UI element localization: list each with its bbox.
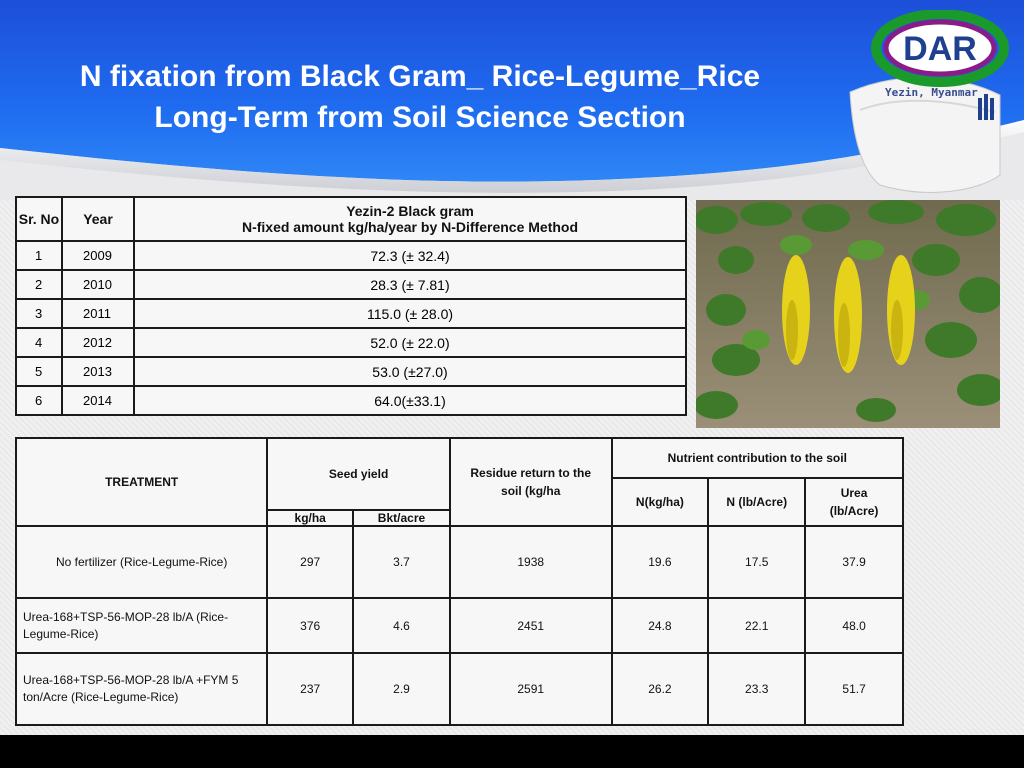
n-kg-cell: 19.6: [612, 526, 709, 598]
n-fixation-table: [15, 196, 687, 416]
year-cell: 2014: [62, 386, 134, 415]
n-kg-cell: 24.8: [612, 598, 709, 653]
header-nutrient: Nutrient contribution to the soil: [612, 438, 903, 478]
treatment-cell: Urea-168+TSP-56-MOP-28 lb/A +FYM 5 ton/Acre (Rice-Legume-Rice): [16, 653, 267, 725]
black-gram-field-photo: [696, 200, 1000, 428]
n-lb-cell: 22.1: [708, 598, 805, 653]
header-seed-yield: Seed yield: [267, 438, 450, 510]
bottom-bar: [0, 735, 1024, 768]
header-treatment: TREATMENT: [16, 438, 267, 526]
year-cell: 2012: [62, 328, 134, 357]
sr-cell: 6: [16, 386, 62, 415]
header-n-fixed-line-1: Yezin-2 Black gram: [346, 203, 474, 219]
slide-title: [0, 56, 840, 138]
sr-cell: 2: [16, 270, 62, 299]
n-fixed-cell: 72.3 (± 32.4): [134, 241, 686, 270]
sr-cell: 1: [16, 241, 62, 270]
seed-yield-bkt-cell: 3.7: [353, 526, 450, 598]
title-line-2: Long-Term from Soil Science Section: [154, 101, 686, 134]
header-year: Year: [62, 197, 134, 241]
urea-cell: 51.7: [805, 653, 903, 725]
treatment-cell: Urea-168+TSP-56-MOP-28 lb/A (Rice-Legume-Rice): [16, 598, 267, 653]
residue-cell: 2591: [450, 653, 612, 725]
logo-text: DAR: [903, 30, 977, 68]
residue-cell: 2451: [450, 598, 612, 653]
logo-tagline: Yezin, Myanmar: [885, 86, 978, 99]
table-row: [16, 270, 686, 299]
sr-cell: 4: [16, 328, 62, 357]
header-kg-ha: kg/ha: [267, 510, 353, 526]
header-n-fixed-line-2: N-fixed amount kg/ha/year by N-Difference Method: [241, 219, 579, 235]
urea-cell: 37.9: [805, 526, 903, 598]
treatment-cell: No fertilizer (Rice-Legume-Rice): [16, 526, 267, 598]
n-lb-cell: 17.5: [708, 526, 805, 598]
urea-cell: 48.0: [805, 598, 903, 653]
n-fixed-cell: 64.0(±33.1): [134, 386, 686, 415]
year-cell: 2010: [62, 270, 134, 299]
header-n-lb-acre: N (lb/Acre): [708, 478, 805, 526]
table-row: [16, 386, 686, 415]
table-row: [16, 598, 903, 653]
seed-yield-kg-cell: 376: [267, 598, 353, 653]
treatment-table: [15, 437, 904, 726]
year-cell: 2013: [62, 357, 134, 386]
n-kg-cell: 26.2: [612, 653, 709, 725]
table-row: [16, 653, 903, 725]
n-lb-cell: 23.3: [708, 653, 805, 725]
sr-cell: 5: [16, 357, 62, 386]
residue-cell: 1938: [450, 526, 612, 598]
table-row: [16, 299, 686, 328]
seed-yield-bkt-cell: 2.9: [353, 653, 450, 725]
n-fixed-cell: 115.0 (± 28.0): [134, 299, 686, 328]
seed-yield-kg-cell: 297: [267, 526, 353, 598]
header-bkt-acre: Bkt/acre: [353, 510, 450, 526]
table-row: [16, 526, 903, 598]
header-sr-no: Sr. No: [16, 197, 62, 241]
header-n-fixed: [134, 197, 686, 241]
header-residue: Residue return to the soil (kg/ha: [450, 438, 612, 526]
n-fixed-cell: 52.0 (± 22.0): [134, 328, 686, 357]
sr-cell: 3: [16, 299, 62, 328]
year-cell: 2009: [62, 241, 134, 270]
n-fixed-cell: 28.3 (± 7.81): [134, 270, 686, 299]
header-n-kg-ha: N(kg/ha): [612, 478, 709, 526]
header-urea-line-2: (lb/Acre): [829, 504, 879, 518]
seed-yield-kg-cell: 237: [267, 653, 353, 725]
n-fixed-cell: 53.0 (±27.0): [134, 357, 686, 386]
table-row: [16, 357, 686, 386]
seed-yield-bkt-cell: 4.6: [353, 598, 450, 653]
year-cell: 2011: [62, 299, 134, 328]
header-urea-line-1: Urea: [840, 486, 868, 500]
header-urea: [805, 478, 903, 526]
table-row: [16, 328, 686, 357]
dar-logo: [860, 10, 1020, 150]
table-row: [16, 241, 686, 270]
title-line-1: N fixation from Black Gram_ Rice-Legume_Rice: [79, 60, 761, 93]
